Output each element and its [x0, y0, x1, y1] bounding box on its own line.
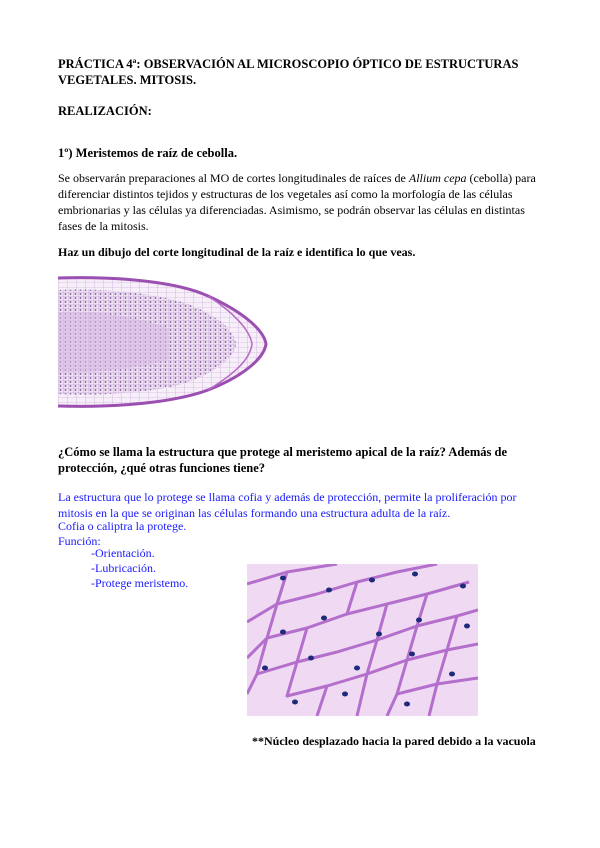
task-instruction: Haz un dibujo del corte longitudinal de la raíz e identifica lo que veas. [58, 245, 416, 259]
function-item: -Lubricación. [91, 561, 156, 575]
answer-cofia: Cofia o caliptra la protege. [58, 519, 187, 533]
section-heading: 1º) Meristemos de raíz de cebolla. [58, 146, 238, 160]
intro-paragraph: Se observarán preparaciones al MO de cortes longitudinales de raíces de Allium cepa (cebolla) para diferenciar distintos tejidos y estructuras de los vegetales así como la morfología de las células embrionarias y las células ya diferenciadas. Asimismo, se podrán observar las células en distintas fases de la mitosis. [58, 171, 536, 233]
realizacion-heading: REALIZACIÓN: [58, 104, 152, 118]
funcion-label: Función: [58, 534, 101, 548]
question: ¿Cómo se llama la estructura que protege al meristemo apical de la raíz? Además de protección, ¿qué otras funciones tiene? [58, 445, 507, 475]
page-title: PRÁCTICA 4ª: OBSERVACIÓN AL MICROSCOPIO ÓPTICO DE ESTRUCTURAS VEGETALES. MITOSIS. [58, 57, 519, 87]
species-name: Allium cepa [408, 171, 467, 185]
root-tip-micrograph [58, 272, 270, 412]
function-item: -Protege meristemo. [91, 576, 189, 590]
micrograph-caption: **Núcleo desplazado hacia la pared debido a la vacuola [252, 734, 536, 748]
onion-epidermis-micrograph [247, 564, 478, 716]
answer-paragraph: La estructura que lo protege se llama cofia y además de protección, permite la proliferación por mitosis en la que se originan las células formando una estructura adulta de la raíz. [58, 490, 517, 520]
function-item: -Orientación. [91, 546, 155, 560]
